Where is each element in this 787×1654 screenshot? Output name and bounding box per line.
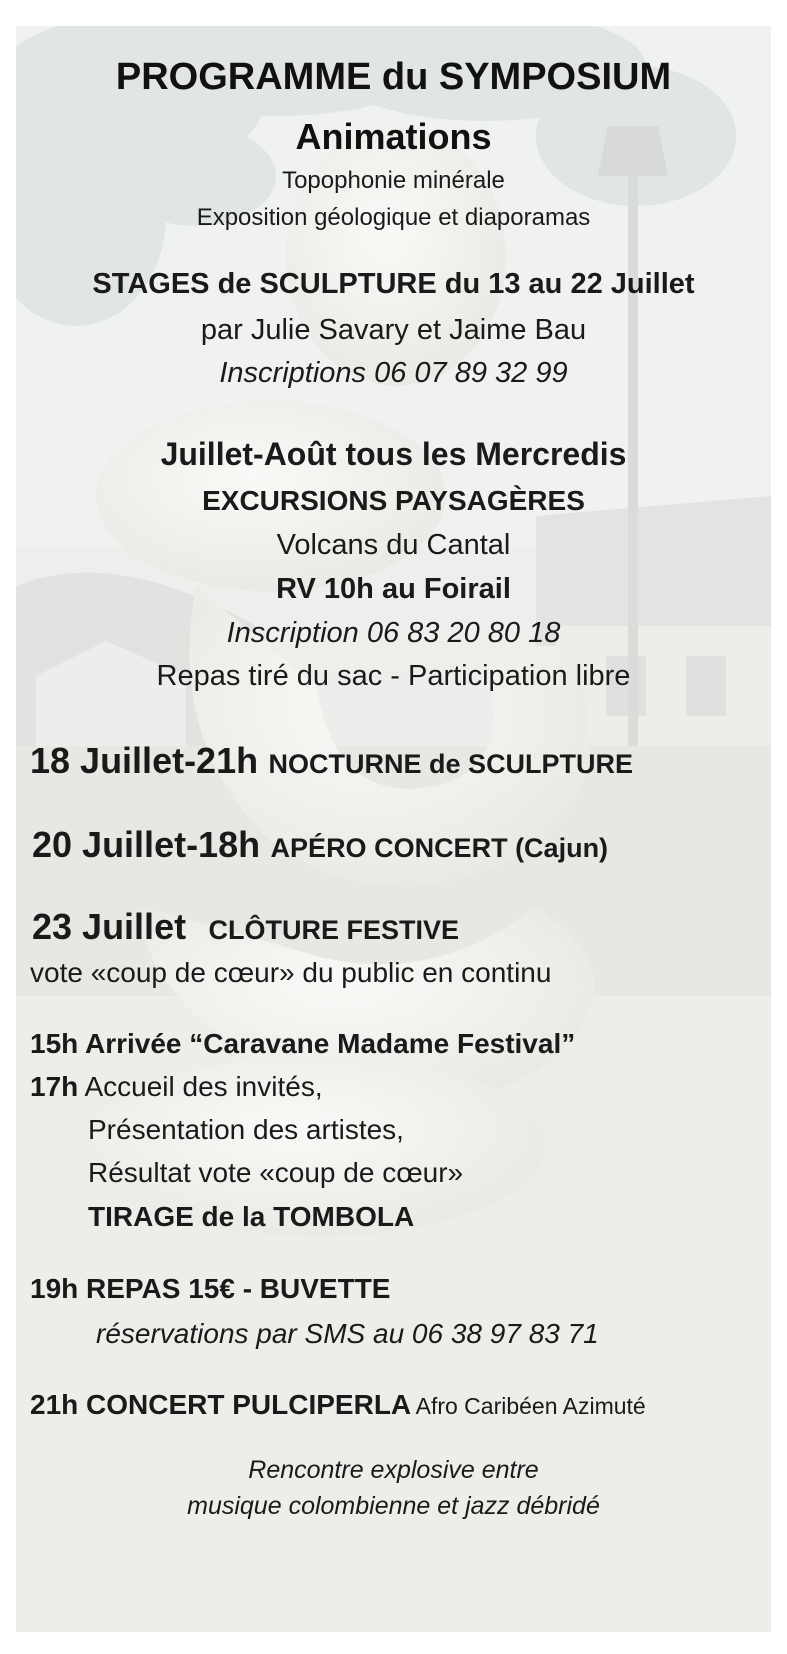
page-title: PROGRAMME du SYMPOSIUM bbox=[115, 56, 672, 98]
event-label: CLÔTURE FESTIVE bbox=[208, 915, 460, 945]
programme-text bbox=[16, 26, 771, 1632]
h17-line bbox=[30, 1071, 323, 1103]
concert-line bbox=[30, 1389, 646, 1421]
excursions-when: Juillet-Août tous les Mercredis bbox=[160, 436, 627, 472]
tagline: Rencontre explosive entre bbox=[248, 1456, 539, 1484]
event-date: 18 Juillet-21h bbox=[30, 740, 259, 781]
poster bbox=[16, 26, 771, 1632]
h17-text: Accueil des invités, bbox=[84, 1071, 323, 1102]
concert-style: Afro Caribéen Azimuté bbox=[415, 1393, 646, 1419]
excursions-heading: EXCURSIONS PAYSAGÈRES bbox=[202, 485, 585, 516]
event-row bbox=[32, 824, 608, 866]
event-date: 23 Juillet bbox=[32, 906, 187, 947]
animations-heading: Animations bbox=[295, 116, 492, 157]
concert-title: 21h CONCERT PULCIPERLA bbox=[30, 1389, 412, 1420]
excursions-inscription: Inscription 06 83 20 80 18 bbox=[226, 617, 561, 649]
event-label: NOCTURNE de SCULPTURE bbox=[268, 749, 634, 779]
excursions-meeting: RV 10h au Foirail bbox=[276, 573, 511, 605]
animation-item: Exposition géologique et diaporamas bbox=[196, 204, 591, 231]
excursions-place: Volcans du Cantal bbox=[276, 529, 511, 561]
stages-inscriptions: Inscriptions 06 07 89 32 99 bbox=[219, 357, 568, 389]
event-row bbox=[30, 740, 633, 782]
event-label: APÉRO CONCERT (Cajun) bbox=[270, 833, 609, 863]
stages-instructors: par Julie Savary et Jaime Bau bbox=[200, 314, 587, 346]
tombola-line: TIRAGE de la TOMBOLA bbox=[88, 1201, 415, 1232]
h17-item: Présentation des artistes, bbox=[88, 1114, 404, 1145]
h17-time: 17h bbox=[30, 1071, 79, 1102]
arrival-line: 15h Arrivée “Caravane Madame Festival” bbox=[30, 1028, 576, 1059]
event-date: 20 Juillet-18h bbox=[32, 824, 261, 865]
tagline: musique colombienne et jazz débridé bbox=[187, 1492, 600, 1520]
repas-line: 19h REPAS 15€ - BUVETTE bbox=[30, 1273, 391, 1304]
animation-item: Topophonie minérale bbox=[282, 167, 505, 194]
excursions-note: Repas tiré du sac - Participation libre bbox=[156, 660, 631, 692]
h17-item: Résultat vote «coup de cœur» bbox=[88, 1157, 464, 1188]
stages-heading: STAGES de SCULPTURE du 13 au 22 Juillet bbox=[92, 268, 695, 300]
reservations-line: réservations par SMS au 06 38 97 83 71 bbox=[96, 1318, 599, 1349]
event-row bbox=[32, 906, 459, 948]
vote-note: vote «coup de cœur» du public en continu bbox=[30, 957, 552, 988]
